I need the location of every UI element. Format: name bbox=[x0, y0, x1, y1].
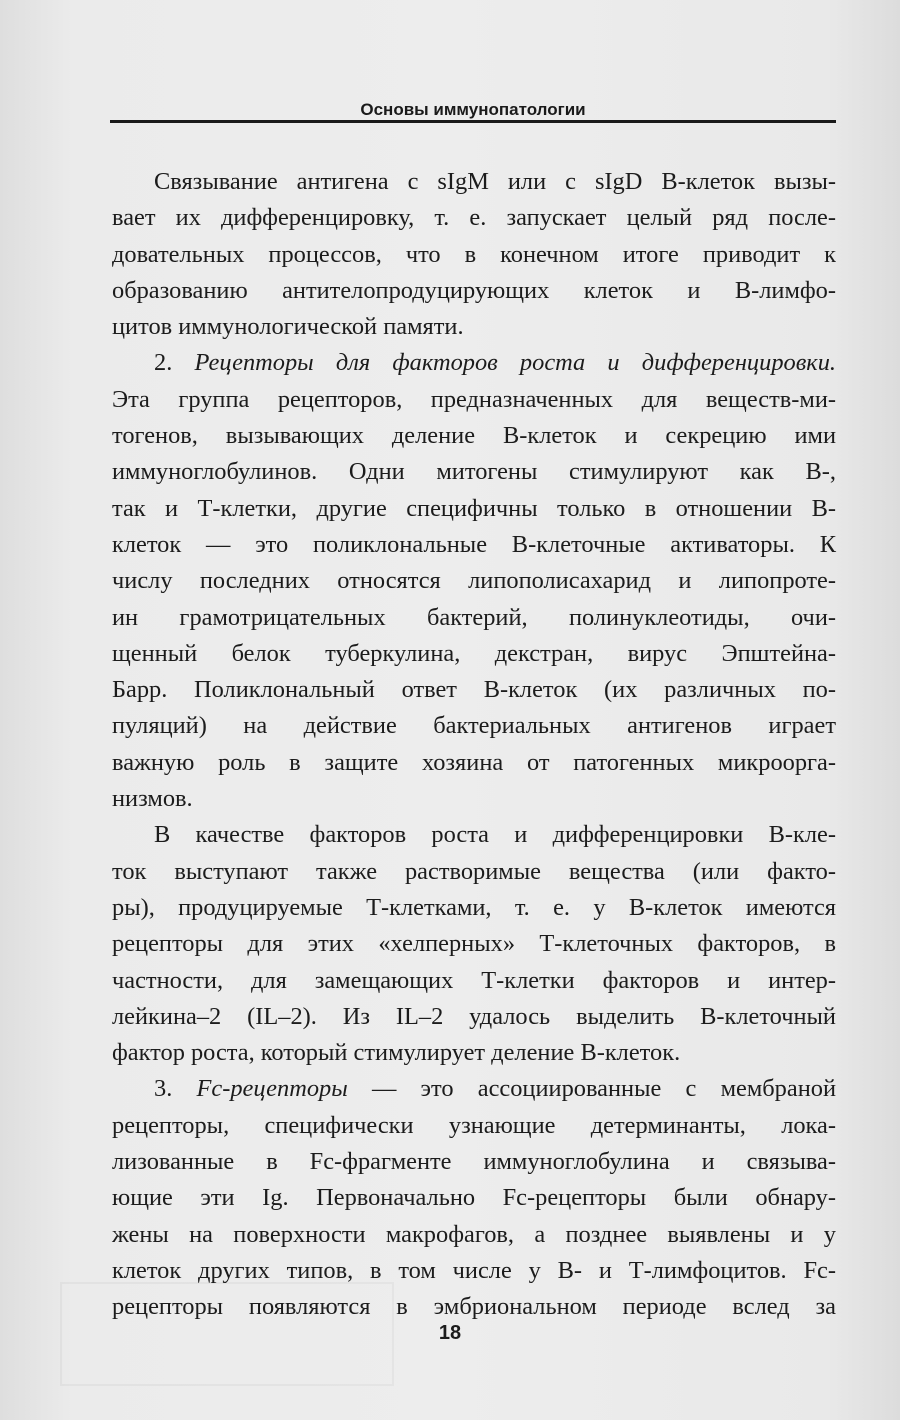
text-line: жены на поверхности макрофагов, а позднее выявлены и у bbox=[112, 1220, 836, 1248]
text-line: В качестве факторов роста и дифференцировки В-кле- bbox=[154, 821, 836, 849]
header-rule bbox=[110, 120, 836, 123]
text-line: цитов иммунологической памяти. bbox=[112, 313, 464, 341]
text-line: вает их дифференцировку, т. е. запускает целый ряд после- bbox=[112, 204, 836, 232]
italic-run: Рецепторы для факторов роста и дифференцировки. bbox=[194, 349, 836, 377]
text-line: клеток других типов, в том числе у В- и Т-лимфоцитов. Fc- bbox=[112, 1256, 836, 1284]
text-line: рецепторы для этих «хелперных» Т-клеточных факторов, в bbox=[112, 930, 836, 958]
text-line: ры), продуцируемые Т-клетками, т. е. у В-клеток имеются bbox=[112, 893, 836, 921]
text-line: низмов. bbox=[112, 785, 193, 813]
text-line: ющие эти Ig. Первоначально Fc-рецепторы были обнару- bbox=[112, 1184, 836, 1212]
text-line: лизованные в Fc-фрагменте иммуноглобулина и связыва- bbox=[112, 1148, 836, 1176]
text-line: лейкина–2 (IL–2). Из IL–2 удалось выделить В-клеточный bbox=[112, 1002, 836, 1030]
text-line: образованию антителопродуцирующих клеток и В-лимфо- bbox=[112, 276, 836, 304]
page-number: 18 bbox=[438, 1322, 462, 1344]
text-line bbox=[112, 1071, 836, 1107]
running-header bbox=[110, 96, 836, 124]
text-line bbox=[112, 345, 836, 381]
text-line: частности, для замещающих Т-клетки факторов и интер- bbox=[112, 966, 836, 994]
text-line: тогенов, вызывающих деление В-клеток и секрецию ими bbox=[112, 422, 836, 450]
running-header-title: Основы иммунопатологии bbox=[360, 100, 586, 119]
text-line: довательных процессов, что в конечном итоге приводит к bbox=[112, 240, 836, 268]
text-line: Барр. Поликлональный ответ В-клеток (их различных по- bbox=[112, 676, 836, 704]
text-line: числу последних относятся липополисахарид и липопроте- bbox=[112, 567, 836, 595]
italic-run: Fc-рецепторы bbox=[196, 1075, 348, 1103]
text-line: ток выступают также растворимые вещества (или факто- bbox=[112, 857, 836, 885]
text-line: щенный белок туберкулина, декстран, вирус Эпштейна- bbox=[112, 639, 836, 667]
text-line: иммуноглобулинов. Одни митогены стимулируют как В-, bbox=[112, 458, 836, 486]
text-run: 3. bbox=[154, 1075, 197, 1103]
text-line: пуляций) на действие бактериальных антигенов играет bbox=[112, 712, 836, 740]
text-line: клеток — это поликлональные В-клеточные активаторы. К bbox=[112, 530, 836, 558]
text-line: рецепторы, специфически узнающие детерминанты, лока- bbox=[112, 1111, 836, 1139]
text-line: так и Т-клетки, другие специфичны только в отношении В- bbox=[112, 494, 836, 522]
text-line: Эта группа рецепторов, предназначенных для веществ-ми- bbox=[112, 385, 836, 413]
text-line: ин грамотрицательных бактерий, полинуклеотиды, очи- bbox=[112, 603, 836, 631]
text-line: Связывание антигена с sIgM или с sIgD В-клеток вызы- bbox=[154, 168, 836, 195]
text-line: рецепторы появляются в эмбриональном периоде вслед за bbox=[112, 1293, 836, 1321]
text-run: — это ассоциированные с мембраной bbox=[347, 1075, 837, 1103]
text-run: 2. bbox=[154, 349, 195, 377]
body-text bbox=[112, 164, 836, 1326]
text-line: фактор роста, который стимулирует деление В-клеток. bbox=[112, 1039, 681, 1067]
text-line: важную роль в защите хозяина от патогенных микроорга- bbox=[112, 748, 836, 776]
